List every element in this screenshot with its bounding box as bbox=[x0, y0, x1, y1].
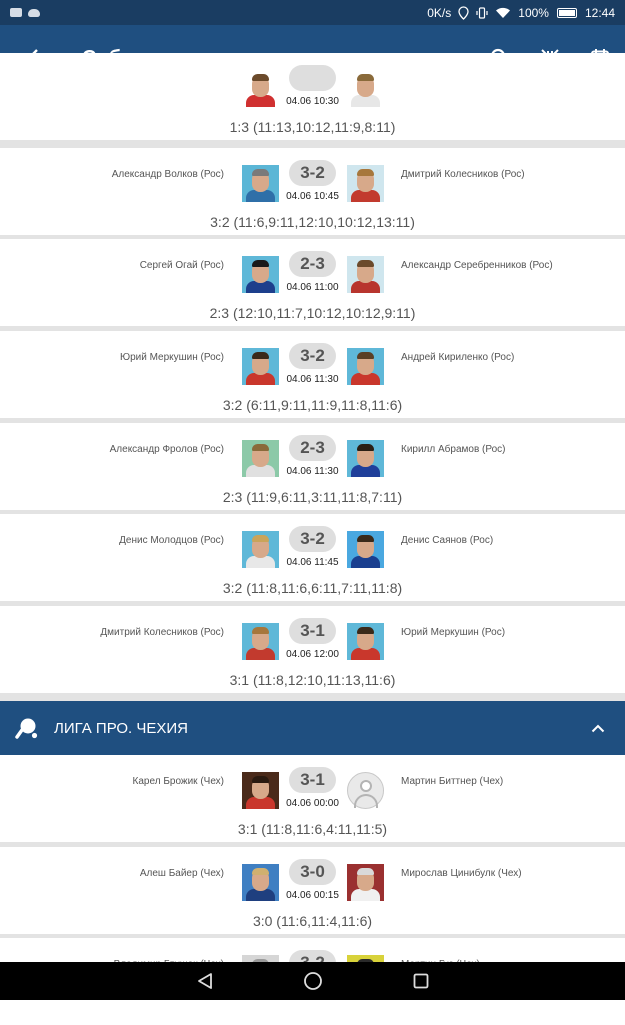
recents-square-icon bbox=[413, 973, 429, 989]
player-left-name[interactable]: Юрий Меркушин (Рос) bbox=[119, 352, 224, 363]
player-right-name[interactable]: Мирослав Цинибулк (Чех) bbox=[401, 868, 522, 879]
player-left-avatar bbox=[242, 348, 279, 385]
match-score: 2-3 bbox=[289, 251, 336, 277]
match-sets: 3:1 (11:8,11:6,4:11,11:5) bbox=[237, 821, 388, 837]
player-right-avatar bbox=[347, 440, 384, 477]
player-right-avatar bbox=[347, 256, 384, 293]
player-left-name[interactable]: Александр Волков (Рос) bbox=[111, 169, 224, 180]
player-right-name[interactable]: Андрей Кириленко (Рос) bbox=[401, 352, 515, 363]
player-left-name[interactable]: Александр Фролов (Рос) bbox=[109, 444, 224, 455]
player-left-name[interactable]: Карел Брожик (Чех) bbox=[132, 776, 224, 787]
wifi-icon bbox=[496, 7, 510, 18]
network-speed: 0K/s bbox=[427, 5, 452, 20]
location-icon bbox=[459, 7, 468, 19]
match-score: 3-1 bbox=[289, 618, 336, 644]
match-time: 04.06 11:30 bbox=[286, 374, 339, 385]
match-score: 3-2 bbox=[289, 526, 336, 552]
match-row[interactable] bbox=[0, 755, 625, 842]
player-left-avatar bbox=[242, 165, 279, 202]
match-time: 04.06 10:30 bbox=[286, 96, 339, 107]
match-sets: 3:2 (11:8,11:6,6:11,7:11,11:8) bbox=[222, 580, 403, 596]
match-score: 3-2 bbox=[289, 160, 336, 186]
match-sets: 3:0 (11:6,11:4,11:6) bbox=[252, 913, 373, 929]
match-score: 3-2 bbox=[289, 343, 336, 369]
match-sets: 3:2 (11:6,9:11,12:10,10:12,13:11) bbox=[210, 214, 415, 230]
system-nav-bar bbox=[0, 962, 625, 1000]
match-row[interactable] bbox=[0, 514, 625, 601]
match-score: 3-0 bbox=[289, 859, 336, 885]
match-row[interactable] bbox=[0, 331, 625, 418]
league-toggle-button[interactable] bbox=[571, 701, 625, 755]
status-bar bbox=[0, 0, 625, 25]
match-sets: 2:3 (12:10,11:7,10:12,10:12,9:11) bbox=[209, 305, 416, 321]
player-left-avatar bbox=[242, 623, 279, 660]
battery-percent: 100% bbox=[518, 5, 549, 20]
player-left-avatar bbox=[242, 864, 279, 901]
match-time: 04.06 10:45 bbox=[286, 191, 339, 202]
player-left-name[interactable]: Дмитрий Колесников (Рос) bbox=[100, 627, 224, 638]
nav-back-button[interactable] bbox=[193, 969, 217, 993]
match-time: 04.06 00:15 bbox=[286, 890, 339, 901]
avatar-placeholder-icon bbox=[347, 772, 384, 809]
match-row[interactable] bbox=[0, 606, 625, 693]
player-left-avatar bbox=[242, 440, 279, 477]
player-right-avatar bbox=[347, 348, 384, 385]
player-right-name[interactable]: Юрий Меркушин (Рос) bbox=[401, 627, 506, 638]
player-left-name[interactable]: Алеш Байер (Чех) bbox=[139, 868, 224, 879]
player-left-avatar bbox=[242, 531, 279, 568]
match-row[interactable] bbox=[0, 847, 625, 934]
table-tennis-icon bbox=[0, 701, 54, 755]
match-time: 04.06 11:45 bbox=[286, 557, 339, 568]
player-left-name[interactable]: Сергей Огай (Рос) bbox=[139, 260, 224, 271]
match-row[interactable] bbox=[0, 423, 625, 510]
match-time: 04.06 12:00 bbox=[286, 649, 339, 660]
match-score: 2-3 bbox=[289, 435, 336, 461]
back-triangle-icon bbox=[197, 972, 213, 990]
clock: 12:44 bbox=[584, 5, 615, 20]
player-right-name[interactable]: Мартин Биттнер (Чех) bbox=[401, 776, 504, 787]
nav-recents-button[interactable] bbox=[409, 969, 433, 993]
player-right-avatar bbox=[347, 623, 384, 660]
player-left-name[interactable]: Денис Молодцов (Рос) bbox=[119, 535, 224, 546]
match-time: 04.06 11:00 bbox=[286, 282, 339, 293]
player-left-avatar bbox=[242, 70, 279, 107]
player-right-avatar bbox=[347, 864, 384, 901]
nav-home-button[interactable] bbox=[301, 969, 325, 993]
league-header[interactable] bbox=[0, 701, 625, 755]
match-sets: 1:3 (11:13,10:12,11:9,8:11) bbox=[229, 119, 396, 135]
match-score bbox=[289, 65, 336, 91]
battery-icon bbox=[557, 8, 577, 18]
player-right-name[interactable]: Кирилл Абрамов (Рос) bbox=[401, 444, 506, 455]
player-left-avatar bbox=[242, 256, 279, 293]
cloud-icon bbox=[28, 9, 40, 17]
match-sets: 3:2 (6:11,9:11,11:9,11:8,11:6) bbox=[222, 397, 403, 413]
match-time: 04.06 11:30 bbox=[286, 466, 339, 477]
player-right-avatar bbox=[347, 70, 384, 107]
player-right-avatar bbox=[347, 531, 384, 568]
player-right-avatar bbox=[347, 165, 384, 202]
match-sets: 2:3 (11:9,6:11,3:11,11:8,7:11) bbox=[222, 489, 403, 505]
league-title: ЛИГА ПРО. ЧЕХИЯ bbox=[54, 719, 188, 737]
player-left-avatar bbox=[242, 772, 279, 809]
youtube-icon bbox=[10, 8, 22, 17]
match-row[interactable] bbox=[0, 239, 625, 326]
match-time: 04.06 00:00 bbox=[286, 798, 339, 809]
vibrate-icon bbox=[476, 7, 488, 19]
match-score: 3-1 bbox=[289, 767, 336, 793]
player-right-name[interactable]: Александр Серебренников (Рос) bbox=[401, 260, 553, 271]
player-right-name[interactable]: Дмитрий Колесников (Рос) bbox=[401, 169, 525, 180]
events-list[interactable] bbox=[0, 91, 625, 962]
match-row[interactable] bbox=[0, 53, 625, 140]
home-circle-icon bbox=[303, 971, 323, 991]
chevron-up-icon bbox=[591, 724, 605, 733]
player-right-name[interactable]: Денис Саянов (Рос) bbox=[401, 535, 494, 546]
match-sets: 3:1 (11:8,12:10,11:13,11:6) bbox=[229, 672, 396, 688]
match-row[interactable] bbox=[0, 148, 625, 235]
